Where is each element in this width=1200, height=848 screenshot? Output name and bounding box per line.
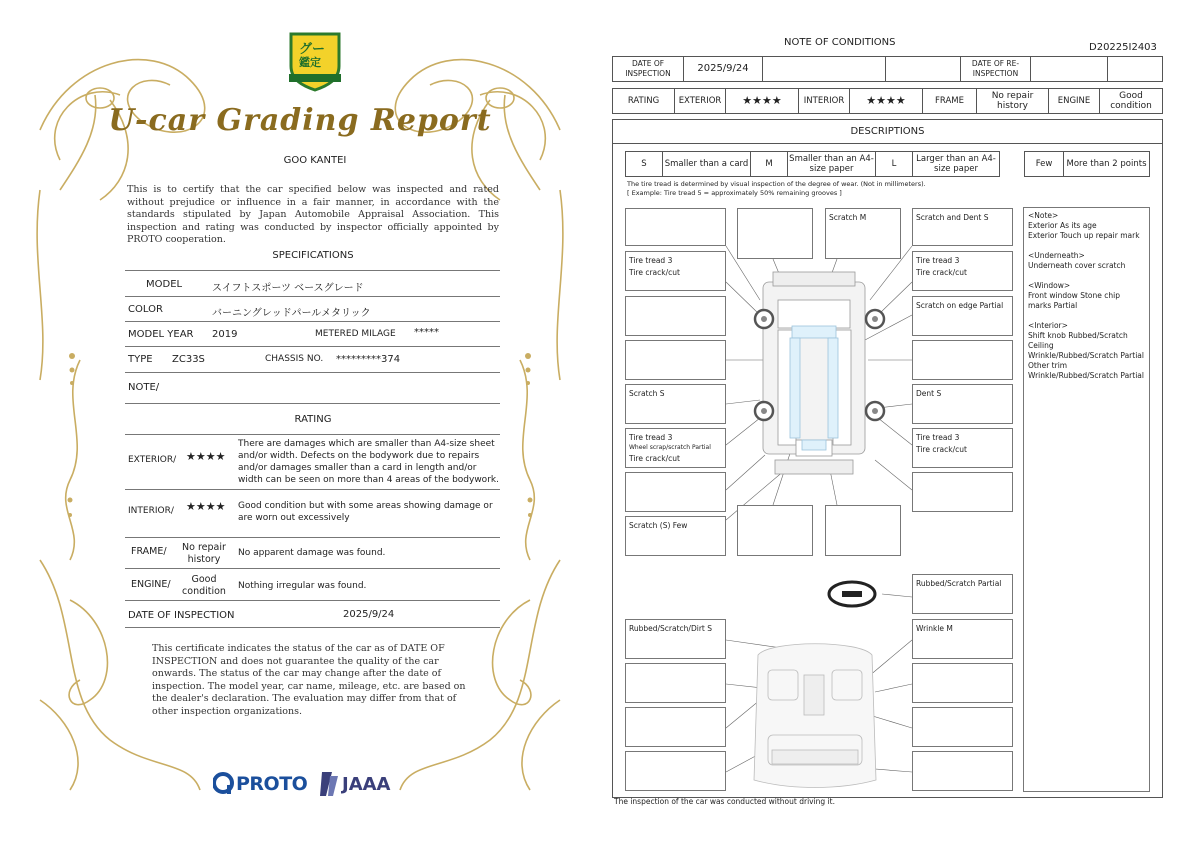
desc-box-tire-front-left — [625, 251, 726, 291]
desc-box-left-quarter — [625, 472, 726, 512]
desc-box-left-rear-door: Scratch S — [625, 384, 726, 424]
interior-stars: ★★★★ — [849, 88, 923, 114]
rating-heading: RATING — [294, 414, 332, 425]
legend-l: L — [875, 151, 913, 177]
desc-box-interior-5 — [912, 707, 1013, 747]
document-id: D20225I2403 — [1089, 42, 1157, 53]
note-of-conditions-sheet — [600, 0, 1200, 848]
tire-fl-crack: Tire crack/cut — [629, 268, 680, 277]
frame-value: No repair history — [976, 88, 1049, 114]
note-line: Exterior As its age — [1028, 221, 1097, 230]
model-value: スイフトスポーツ ベースグレード — [212, 283, 364, 294]
note-line: Underneath cover scratch — [1028, 261, 1126, 270]
date-label: DATE OF INSPECTION — [128, 610, 235, 621]
desc-box-interior-2 — [625, 663, 726, 703]
legend-s-desc: Smaller than a card — [662, 151, 751, 177]
type-label: TYPE — [128, 354, 153, 365]
model-label: MODEL — [146, 279, 183, 290]
year-value: 2019 — [212, 329, 238, 340]
exterior-stars: ★★★★ — [725, 88, 799, 114]
notes-box — [1023, 207, 1150, 792]
desc-box-interior-6 — [625, 751, 726, 791]
exterior-label: EXTERIOR — [674, 88, 726, 114]
frame-value: No repair history — [182, 542, 226, 565]
tire-rr-tread: Tire tread 3 — [916, 433, 960, 442]
desc-box-left-front-door — [625, 340, 726, 380]
interior-stars: ★★★★ — [186, 500, 226, 513]
jaaa-logo-icon — [318, 770, 340, 798]
legend-m-desc: Smaller than an A4-size paper — [787, 151, 876, 177]
exterior-stars: ★★★★ — [186, 450, 226, 463]
frame-label: FRAME/ — [131, 546, 167, 557]
desc-box-interior-front-right: Wrinkle M — [912, 619, 1013, 659]
interior-label: INTERIOR/ — [128, 506, 174, 516]
badge-text-bottom: 鑑定 — [299, 56, 321, 69]
note-line: <Note> — [1028, 211, 1059, 220]
note-line — [1028, 241, 1145, 251]
exterior-description: There are damages which are smaller than A4-size sheet and/or width. Defects on the bodywork due to repairs and/or damages smaller than a card in length and/or width can be seen on more than 4 areas of the bodywork. — [238, 439, 499, 485]
date-value: 2025/9/24 — [343, 609, 395, 620]
bottom-note: The inspection of the car was conducted without driving it. — [614, 797, 835, 806]
tire-fr-tread: Tire tread 3 — [916, 256, 960, 265]
interior-label: INTERIOR — [798, 88, 850, 114]
date-inspection-label: DATE OF INSPECTION — [612, 56, 684, 82]
desc-box-front — [737, 208, 813, 259]
desc-box-right-rear-door: Dent S — [912, 384, 1013, 424]
desc-box-rear-left: Scratch (S) Few — [625, 516, 726, 556]
jaaa-logo-text: JAAA — [342, 774, 391, 795]
engine-description: Nothing irregular was found. — [238, 581, 367, 591]
frame-description: No apparent damage was found. — [238, 548, 386, 558]
mileage-label: METERED MILAGE — [315, 329, 396, 339]
desc-box-tire-rear-left — [625, 428, 726, 468]
footer-disclaimer: This certificate indicates the status of the car as of DATE OF INSPECTION and does not guarantee the quality of the car onwards. The status of the car may change after the date of inspection. The model year, car name, mileage, etc. are based on the dealer's declaration. The evaluation may differ from that of other inspection organizations. — [152, 643, 466, 717]
frame-label: FRAME — [922, 88, 977, 114]
spec-heading: SPECIFICATIONS — [272, 250, 354, 261]
rating-label: RATING — [612, 88, 675, 114]
engine-label: ENGINE/ — [131, 579, 171, 590]
badge-text-top: グー — [299, 42, 326, 57]
legend-m: M — [750, 151, 788, 177]
legend-l-desc: Larger than an A4-size paper — [912, 151, 1000, 177]
tire-rl-wheel: Wheel scrap/scratch Partial — [629, 444, 711, 451]
chassis-label: CHASSIS NO. — [265, 354, 324, 364]
year-label: MODEL YEAR — [128, 329, 194, 340]
chassis-value: *********374 — [336, 354, 401, 365]
intro-text: This is to certify that the car specified below was inspected and rated without prejudice or influence in a fair manner, in accordance with the standards stipulated by Japan Automobile Appraisal Association. This inspection and rating was conducted by inspector officially appointed by PROTO cooperation. — [127, 184, 499, 245]
note-line: Other trim Wrinkle/Rubbed/Scratch Partial — [1028, 361, 1144, 380]
desc-box-trunk — [737, 505, 813, 556]
date-inspection-value: 2025/9/24 — [683, 56, 763, 82]
engine-value: Good condition — [1099, 88, 1163, 114]
tread-note-2: [ Example: Tire tread 5 = approximately 50% remaining grooves ] — [627, 189, 842, 197]
color-value: バーニングレッドパールメタリック — [212, 308, 371, 319]
note-line: Ceiling Wrinkle/Rubbed/Scratch Partial — [1028, 341, 1144, 360]
desc-box-front-right: Scratch and Dent S — [912, 208, 1013, 246]
org-name: GOO KANTEI — [283, 155, 347, 166]
tire-rr-crack: Tire crack/cut — [916, 445, 967, 454]
note-line: Shift knob Rubbed/Scratch — [1028, 331, 1128, 340]
desc-box-interior-front-left: Rubbed/Scratch/Dirt S — [625, 619, 726, 659]
note-label: NOTE/ — [128, 382, 160, 393]
desc-box-tire-rear-right — [912, 428, 1013, 468]
tread-note-1: The tire tread is determined by visual inspection of the degree of wear. (Not in millimeters). — [627, 180, 926, 188]
mileage-value: ***** — [414, 327, 439, 338]
note-line: <Window> — [1028, 281, 1071, 290]
note-line — [1028, 271, 1145, 281]
engine-value: Good condition — [182, 574, 226, 597]
desc-box-front-left — [625, 208, 726, 246]
interior-description: Good condition but with some areas showing damage or are worn out excessively — [238, 501, 493, 523]
desc-box-tire-front-right — [912, 251, 1013, 291]
date-reinspection-label: DATE OF RE-INSPECTION — [960, 56, 1031, 82]
tire-fl-tread: Tire tread 3 — [629, 256, 673, 265]
note-line: Exterior Touch up repair mark — [1028, 231, 1140, 240]
note-line: Front window Stone chip marks Partial — [1028, 291, 1120, 310]
legend-s: S — [625, 151, 663, 177]
desc-box-right-fender: Scratch on edge Partial — [912, 296, 1013, 336]
desc-box-hood: Scratch M — [825, 208, 901, 259]
note-line: <Underneath> — [1028, 251, 1085, 260]
sheet-title: NOTE OF CONDITIONS — [784, 37, 896, 48]
tire-fr-crack: Tire crack/cut — [916, 268, 967, 277]
desc-box-steering: Rubbed/Scratch Partial — [912, 574, 1013, 614]
proto-logo-icon — [213, 771, 235, 795]
proto-logo-text: PROTO — [236, 773, 308, 795]
note-line: <Interior> — [1028, 321, 1068, 330]
desc-box-rear-bumper — [825, 505, 901, 556]
desc-box-right-quarter — [912, 472, 1013, 512]
desc-box-interior-3 — [912, 663, 1013, 703]
desc-box-interior-4 — [625, 707, 726, 747]
tire-rl-crack: Tire crack/cut — [629, 454, 680, 463]
desc-box-left-fender — [625, 296, 726, 336]
desc-box-right-front-door — [912, 340, 1013, 380]
desc-box-interior-7 — [912, 751, 1013, 791]
engine-label: ENGINE — [1048, 88, 1100, 114]
legend-few: Few — [1024, 151, 1064, 177]
color-label: COLOR — [128, 304, 163, 315]
tire-rl-tread: Tire tread 3 — [629, 433, 673, 442]
note-line — [1028, 311, 1145, 321]
type-value: ZC33S — [172, 354, 205, 365]
legend-few-desc: More than 2 points — [1063, 151, 1150, 177]
descriptions-heading: DESCRIPTIONS — [612, 119, 1163, 144]
report-title: U-car Grading Report — [108, 103, 492, 138]
exterior-label: EXTERIOR/ — [128, 455, 177, 465]
